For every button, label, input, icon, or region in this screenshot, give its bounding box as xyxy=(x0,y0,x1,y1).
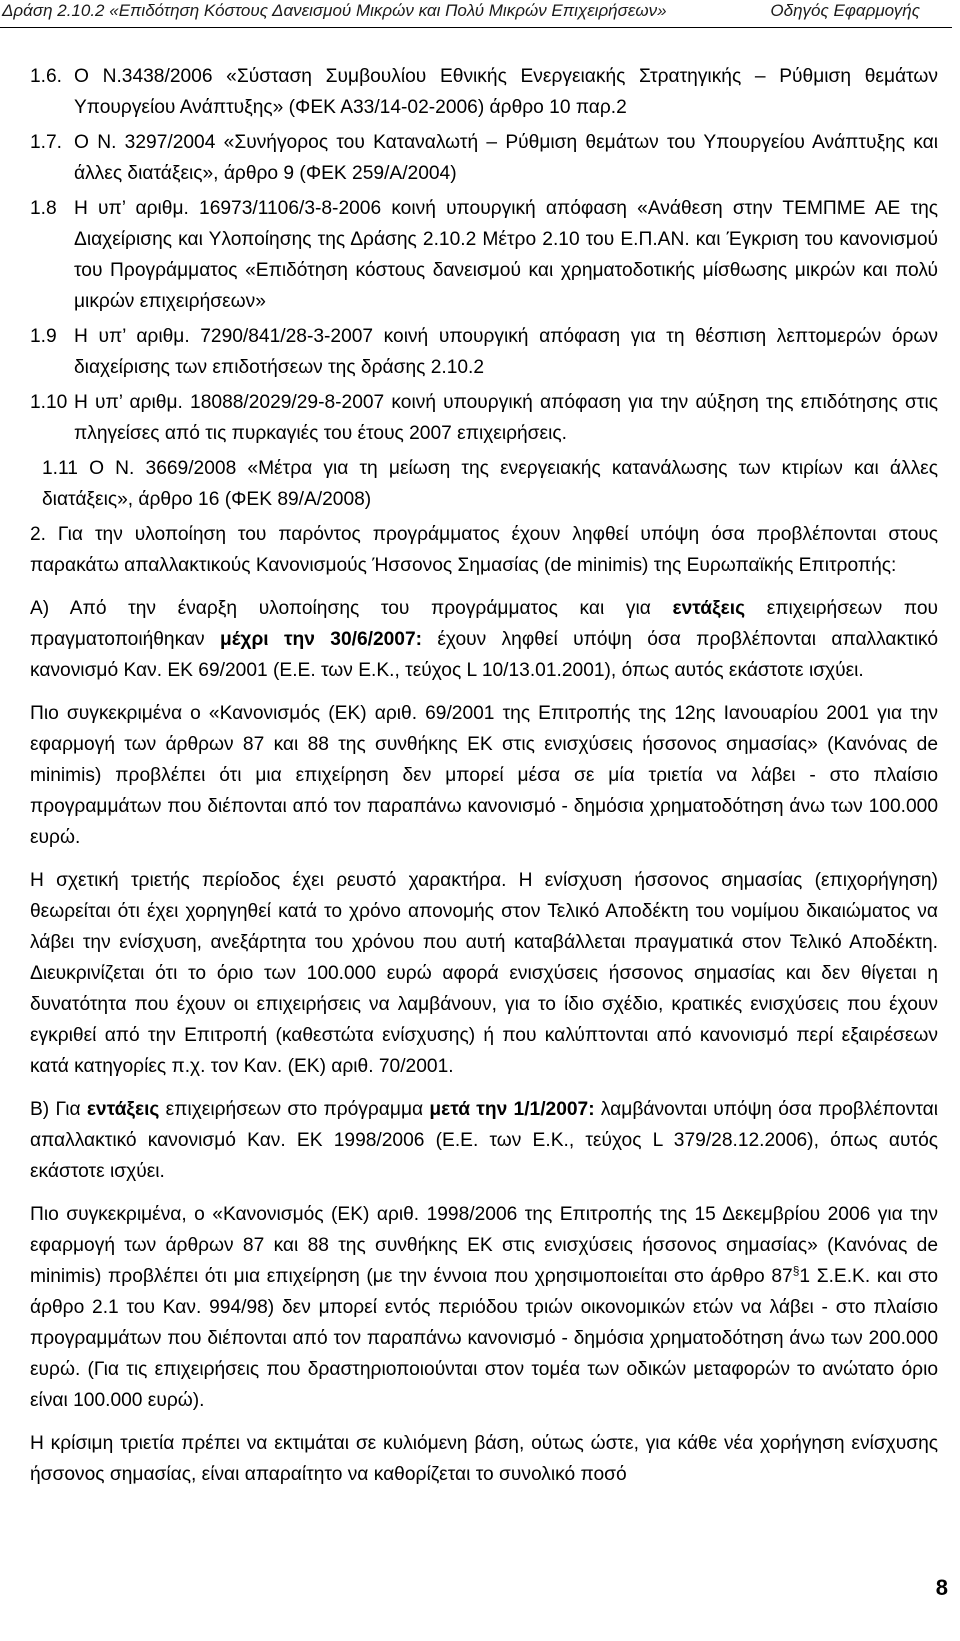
list-item xyxy=(30,321,938,383)
text-run: επιχειρήσεων στο πρόγραμμα xyxy=(159,1099,430,1120)
list-item-text: Η υπ’ αριθμ. 16973/1106/3-8-2006 κοινή υπουργική απόφαση «Ανάθεση στην ΤΕΜΠΜΕ ΑΕ της Διαχείρισης και Υλοποίησης της Δράσης 2.10.2 Μέτρο 2.10 του Ε.Π.ΑΝ. και Έγκριση του κανονισμού του Προγράμματος «Επιδότηση κόστους δανεισμού και χρηματοδοτικής μίσθωσης μικρών και πολύ μικρών επιχειρήσεων» xyxy=(74,198,938,312)
bold-run: εντάξεις xyxy=(672,598,746,619)
text-run: επιχειρήσεων που πραγματοποιήθηκαν xyxy=(30,598,938,650)
list-item xyxy=(30,193,938,317)
list-item-text: Η υπ’ αριθμ. 18088/2029/29-8-2007 κοινή υπουργική απόφαση για την αύξηση της επιδότησης στις πληγείσες από τις πυρκαγιές του έτους 2007 επιχειρήσεις. xyxy=(74,392,938,444)
document-body xyxy=(30,61,938,1502)
list-item-text: Ο Ν. 3297/2004 «Συνήγορος του Καταναλωτή – Ρύθμιση θεμάτων του Υπουργείου Ανάπτυξης και άλλες διατάξεις», άρθρο 9 (ΦΕΚ 259/Α/2004) xyxy=(74,132,938,184)
paragraph-specific-1: Πιο συγκεκριμένα ο «Κανονισμός (ΕΚ) αριθ. 69/2001 της Επιτροπής της 12ης Ιανουαρίου 2001 για την εφαρμογή των άρθρων 87 και 88 της συνθήκης ΕΚ στις ενισχύσεις ήσσονος σημασίας» (Κανόνας de minimis) προβλέπει ότι μια επιχείρηση δεν μπορεί μέσα σε μία τριετία να λάβει - στο πλαίσιο προγραμμάτων που διέπονται από τον παραπάνω κανονισμό - δημόσια χρηματοδότηση άνω των 100.000 ευρώ. xyxy=(30,703,938,848)
text-run: έχουν ληφθεί υπόψη όσα προβλέπονται απαλλακτικό κανονισμό Καν. ΕΚ 69/2001 (Ε.Ε. των Ε.Κ., τεύχος L 10/13.01.2001), όπως αυτός εκάστοτε ισχύει. xyxy=(30,629,938,681)
page-header xyxy=(0,0,960,26)
text-run: Β) Για xyxy=(30,1099,87,1120)
list-item-number: 1.9 xyxy=(30,326,57,347)
text-run: 1 Σ.Ε.Κ. και στο άρθρο 2.1 του Καν. 994/98) δεν μπορεί εντός περιόδου τριών οικονομικών ετών να λάβει - στο πλαίσιο προγραμμάτων που διέπονται από τον παραπάνω κανονισμό - δημόσια χρηματοδότηση άνω των 200.000 ευρώ. (Για τις επιχειρήσεις που δραστηριοποιούνται στον τομέα των οδικών μεταφορών το ανώτατο όριο είναι 100.000 ευρώ). xyxy=(30,1266,939,1411)
list-item xyxy=(30,387,938,449)
section-sign: § xyxy=(792,1263,800,1278)
header-rule xyxy=(0,27,952,28)
paragraph-specific-2 xyxy=(30,1199,938,1416)
bold-run: μέχρι την 30/6/2007: xyxy=(220,629,423,650)
header-right-title: Οδηγός Εφαρμογής xyxy=(770,1,920,20)
bold-run: μετά την 1/1/2007: xyxy=(429,1099,595,1120)
list-item-1-11 xyxy=(30,453,938,515)
list-item-number: 1.11 xyxy=(42,458,78,479)
list-item-number: 1.10 xyxy=(30,392,68,413)
list-item-text: Ο Ν. 3669/2008 «Μέτρα για τη μείωση της ενεργειακής κατανάλωσης των κτιρίων και άλλες διατάξεις», άρθρο 16 (ΦΕΚ 89/Α/2008) xyxy=(42,458,938,510)
list-item-number: 1.8 xyxy=(30,198,57,219)
paragraph-triennial: Η σχετική τριετής περίοδος έχει ρευστό χαρακτήρα. Η ενίσχυση ήσσονος σημασίας (επιχορήγηση) θεωρείται ότι έχει χορηγηθεί κατά το χρόνο απονομής στον Τελικό Αποδέκτη του νομίμου δικαιώματος να λάβει την ενίσχυση, ανεξάρτητα του χρόνου που αυτή καταβάλλεται πραγματικά στον Τελικό Αποδέκτη. Διευκρινίζεται ότι το όριο των 100.000 ευρώ αφορά ενισχύσεις ήσσονος σημασίας και δεν θίγεται η δυνατότητα που έχουν οι επιχειρήσεις να λαμβάνουν, για το ίδιο σχέδιο, κρατικές ενισχύσεις που έχουν εγκριθεί από την Επιτροπή (καθεστώτα ενίσχυσης) ή που καλύπτονται από κανονισμό περί εξαιρέσεων κατά κατηγορίες π.χ. τον Καν. (ΕΚ) αριθ. 70/2001. xyxy=(30,870,938,1077)
bold-run: εντάξεις xyxy=(86,1099,160,1120)
paragraph-critical: Η κρίσιμη τριετία πρέπει να εκτιμάται σε κυλιόμενη βάση, ούτως ώστε, για κάθε νέα χορήγηση ενίσχυσης ήσσονος σημασίας, είναι απαραίτητο να καθορίζεται το συνολικό ποσό xyxy=(30,1433,938,1485)
paragraph-b xyxy=(30,1094,938,1187)
paragraph-a xyxy=(30,593,938,686)
text-run: Πιο συγκεκριμένα, ο «Κανονισμός (ΕΚ) αριθ. 1998/2006 της Επιτροπής της 15 Δεκεμβρίου 2006 για την εφαρμογή των άρθρων 87 και 88 της συνθήκης ΕΚ στις ενισχύσεις ήσσονος σημασίας» (Κανόνας de minimis) προβλέπει ότι μια επιχείρηση (με την έννοια που χρησιμοποιείται στο άρθρο 87 xyxy=(30,1204,938,1287)
text-run: λαμβάνονται υπόψη όσα προβλέπονται απαλλακτικό κανονισμό Καν. ΕΚ 1998/2006 (Ε.Ε. των Ε.Κ., τεύχος L 379/28.12.2006), όπως αυτός εκάστοτε ισχύει. xyxy=(30,1099,939,1182)
list-item-text: Η υπ’ αριθμ. 7290/841/28-3-2007 κοινή υπουργική απόφαση για τη θέσπιση λεπτομερών όρων διαχείρισης των επιδοτήσεων της δράσης 2.10.2 xyxy=(74,326,938,378)
list-item-number: 1.6. xyxy=(30,66,63,87)
list-item-number: 1.7. xyxy=(30,132,63,153)
header-left-title: Δράση 2.10.2 «Επιδότηση Κόστους Δανεισμού Μικρών και Πολύ Μικρών Επιχειρήσεων» xyxy=(2,1,667,20)
list-item xyxy=(30,127,938,189)
text-run: Α) Από την έναρξη υλοποίησης του προγράμματος και για xyxy=(30,598,673,619)
list-item xyxy=(30,61,938,123)
page-number: 8 xyxy=(935,1575,948,1600)
paragraph-2: 2. Για την υλοποίηση του παρόντος προγράμματος έχουν ληφθεί υπόψη όσα προβλέπονται στους παρακάτω απαλλακτικούς Κανονισμούς Ήσσονος Σημασίας (de minimis) της Ευρωπαϊκής Επιτροπής: xyxy=(30,524,938,576)
list-item-text: Ο Ν.3438/2006 «Σύσταση Συμβουλίου Εθνικής Ενεργειακής Στρατηγικής – Ρύθμιση θεμάτων Υπουργείου Ανάπτυξης» (ΦΕΚ Α33/14-02-2006) άρθρο 10 παρ.2 xyxy=(74,66,938,118)
